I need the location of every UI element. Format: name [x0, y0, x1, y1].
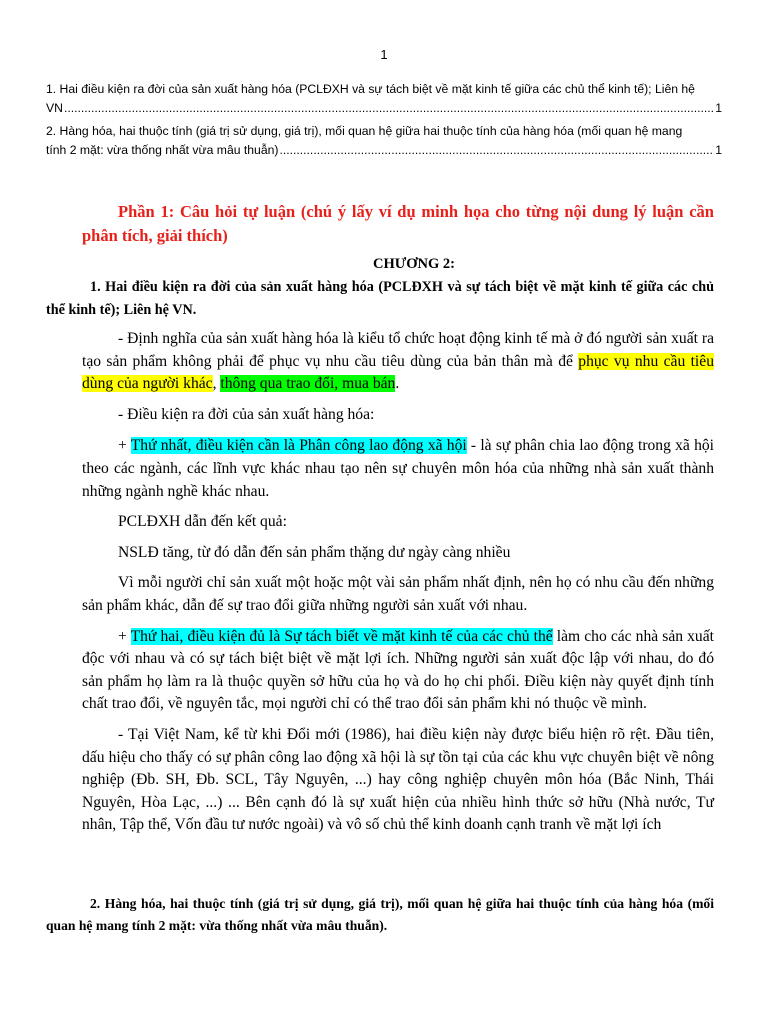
paragraph-text: làm cho các nhà sản xuất độc với nhau và có sự tách biệt biệt về mặt lợi ích. Những người sản xuất độc lập với nhau, do đó sản phẩm họ làm ra là thuộc quyền sở hữu của họ và do họ chi phối. Điều kiện này quyết định tính chất trao đổi, về nguyên tắc, mọi người chỉ có thể trao đổi sản phẩm khi nó thuộc về mình. [82, 627, 714, 713]
toc-leader-dots [64, 99, 714, 118]
table-of-contents [46, 80, 722, 164]
section-heading-1: 1. Hai điều kiện ra đời của sản xuất hàng hóa (PCLĐXH và sự tách biệt về mặt kinh tế giữa các chủ thể kinh tế); Liên hệ VN. [46, 279, 714, 318]
paragraph-text: - là sự phân chia lao động trong xã hội theo các ngành, các lĩnh vực khác nhau tạo nên sự chuyên môn hóa của những nhà sản xuất thành những ngành nghề khác nhau. [82, 437, 714, 500]
toc-entry-title-cont: tính 2 mặt: vừa thống nhất vừa mâu thuẫn) [46, 142, 279, 157]
highlight-cyan: Thứ nhất, điều kiện cần là Phân công lao động xã hội [130, 437, 467, 455]
exchange-paragraph: Vì mỗi người chỉ sản xuất một hoặc một vài sản phẩm nhất định, nên họ có nhu cầu đến những sản phẩm khác, dẫn đế sự trao đổi giữa những người sản xuất với nhau. [82, 574, 714, 614]
highlight-yellow: phục vụ nhu cầu tiêu dùng của người khác [82, 352, 714, 393]
toc-entry-title-cont: VN [46, 100, 63, 115]
part-heading: Phần 1: Câu hỏi tự luận (chú ý lấy ví dụ minh họa cho từng nội dung lý luận cần phân tích, giải thích) [82, 202, 714, 245]
toc-entry-title: 2. Hàng hóa, hai thuộc tính (giá trị sử dụng, giá trị), mối quan hệ giữa hai thuộc tính của hàng hóa (mối quan hệ mang [46, 124, 683, 138]
vietnam-paragraph: - Tại Việt Nam, kể từ khi Đổi mới (1986), hai điều kiện này được biểu hiện rõ rệt. Đầu tiên, dấu hiệu cho thấy có sự phân công lao động xã hội là sự tồn tại của các khu vực chuyên biệt về nông nghiệp (Đb. SH, Đb. SCL, Tây Nguyên, ...) hay công nghiệp chuyên môn hóa (Bắc Ninh, Thái Nguyên, Hòa Lạc, ...) ... Bên cạnh đó là sự xuất hiện của nhiều hình thức sở hữu (Nhà nước, Tư nhân, Tập thể, Vốn đầu tư nước ngoài) và vô số chủ thể kinh doanh cạnh tranh về mặt lợi ích [82, 725, 714, 834]
chapter-heading: CHƯƠNG 2: [372, 256, 456, 272]
second-condition-paragraph [82, 626, 714, 716]
productivity-paragraph: NSLĐ tăng, từ đó dẫn đến sản phẩm thặng dư ngày càng nhiều [118, 543, 511, 561]
toc-page-number: 1 [715, 100, 722, 115]
first-condition-paragraph [82, 435, 714, 503]
paragraph-text: + [118, 627, 131, 645]
conditions-paragraph: - Điều kiện ra đời của sản xuất hàng hóa: [118, 405, 375, 423]
toc-entry-1[interactable] [46, 80, 722, 117]
definition-text: . [395, 375, 400, 393]
toc-leader-dots [279, 141, 714, 160]
page-number: 1 [380, 47, 388, 62]
definition-paragraph [82, 328, 714, 396]
toc-entry-2[interactable] [46, 122, 722, 159]
result-paragraph: PCLĐXH dẫn đến kết quả: [118, 513, 287, 531]
highlight-cyan: Thứ hai, điều kiện đủ là Sự tách biết về mặt kinh tế của các chủ thể [130, 627, 553, 645]
section-heading-2: 2. Hàng hóa, hai thuộc tính (giá trị sử dụng, giá trị), mối quan hệ giữa hai thuộc tính của hàng hóa (mối quan hệ mang tính 2 mặt: vừa thống nhất vừa mâu thuẫn). [46, 896, 714, 933]
paragraph-text: + [118, 437, 131, 455]
definition-text: - Định nghĩa của sản xuất hàng hóa là kiểu tổ chức hoạt động kinh tế mà ở đó người sản xuất ra tạo sản phẩm không phải để phục vụ nhu cầu tiêu dùng của bản thân mà để [82, 330, 714, 370]
highlight-green: thông qua trao đổi, mua bán [220, 375, 396, 393]
section-1-body [82, 328, 714, 837]
definition-text: , [212, 375, 221, 393]
toc-page-number: 1 [715, 142, 722, 157]
toc-entry-title: 1. Hai điều kiện ra đời của sản xuất hàng hóa (PCLĐXH và sự tách biệt về mặt kinh tế giữa các chủ thể kinh tế); Liên hệ [46, 82, 695, 96]
